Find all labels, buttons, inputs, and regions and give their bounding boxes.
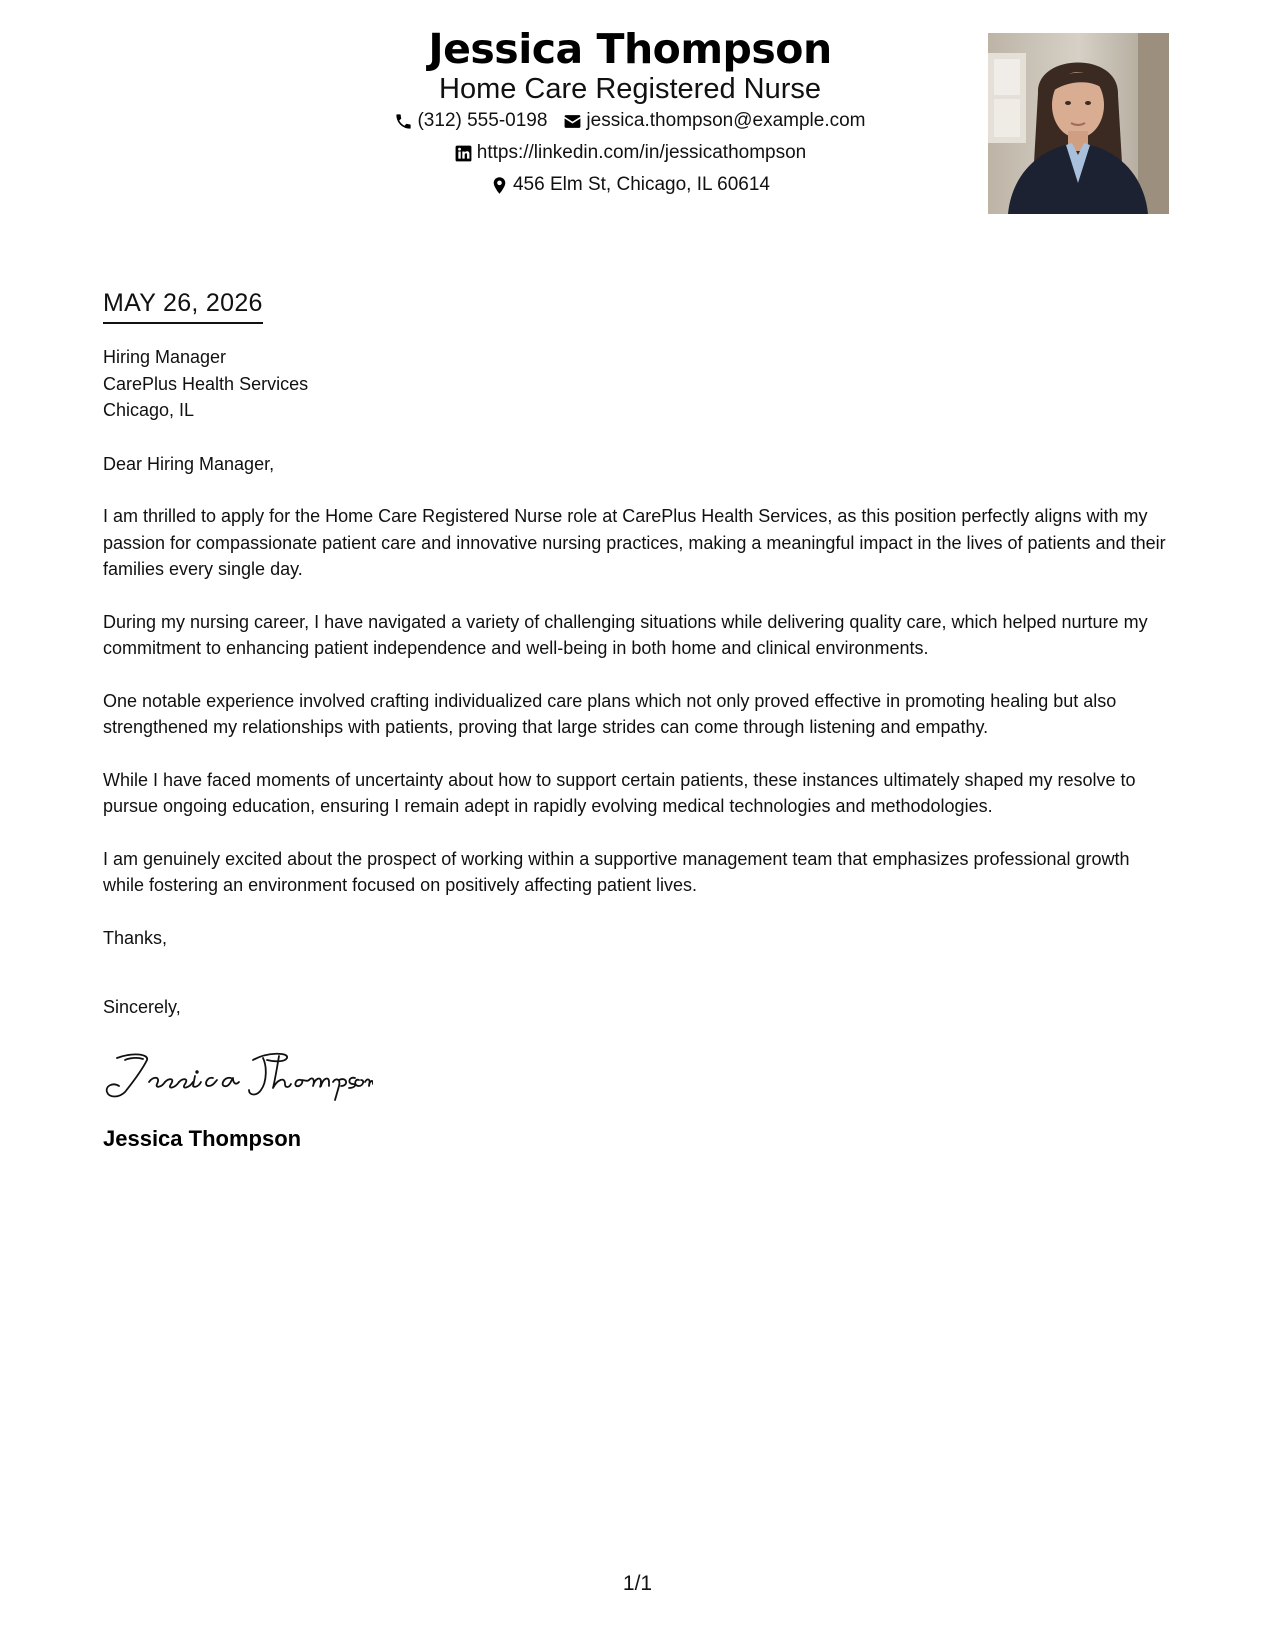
contact-row-linkedin bbox=[340, 137, 920, 169]
phone-icon bbox=[394, 112, 413, 131]
paragraph: One notable experience involved crafting individualized care plans which not only proved effective in promoting healing but also strengthened my relationships with patients, proving that large strides can come through listening and empathy. bbox=[103, 690, 1117, 737]
linkedin-link[interactable]: https://linkedin.com/in/jessicathompson bbox=[476, 142, 807, 163]
phone-number[interactable]: (312) 555-0198 bbox=[417, 110, 548, 131]
handwritten-signature bbox=[103, 1048, 373, 1104]
email-link[interactable]: jessica.thompson@example.com bbox=[586, 110, 866, 131]
profile-photo bbox=[988, 33, 1169, 214]
linkedin-contact bbox=[454, 137, 807, 169]
applicant-title: Home Care Registered Nurse bbox=[439, 73, 821, 105]
letter-body bbox=[103, 285, 1173, 1154]
paragraph: I am genuinely excited about the prospect of working within a supportive management team that emphasizes professional growth while fostering an environment focused on positively affecting patient lives. bbox=[103, 848, 1130, 895]
paragraph: During my nursing career, I have navigated a variety of challenging situations while delivering quality care, which helped nurture my commitment to enhancing patient independence and well-being in both home and clinical environments. bbox=[103, 611, 1148, 658]
envelope-icon bbox=[563, 112, 582, 131]
letter-header bbox=[0, 0, 1275, 230]
header-info bbox=[340, 22, 920, 201]
contact-row-address bbox=[340, 169, 920, 201]
recipient-location: Chicago, IL bbox=[103, 400, 195, 420]
linkedin-icon bbox=[454, 144, 473, 163]
address-text: 456 Elm St, Chicago, IL 60614 bbox=[512, 174, 770, 195]
closing-sincerely: Sincerely, bbox=[103, 997, 181, 1017]
paragraph: While I have faced moments of uncertainty about how to support certain patients, these instances ultimately shaped my resolve to pursue ongoing education, ensuring I remain adept in rapidly evolving medical technologies and methodologies. bbox=[103, 769, 1136, 816]
salutation: Dear Hiring Manager, bbox=[103, 453, 275, 474]
email-contact bbox=[563, 105, 865, 137]
contact-row-phone-email bbox=[340, 105, 920, 137]
phone-contact bbox=[394, 105, 547, 137]
map-pin-icon bbox=[490, 176, 509, 195]
letter-date: MAY 26, 2026 bbox=[103, 285, 263, 324]
page-number: 1/1 bbox=[622, 1572, 653, 1595]
address-contact bbox=[490, 169, 770, 201]
recipient-title: Hiring Manager bbox=[103, 347, 227, 367]
closing-thanks: Thanks, bbox=[103, 927, 168, 948]
signer-name: Jessica Thompson bbox=[103, 1125, 302, 1151]
recipient-block bbox=[103, 344, 1173, 424]
applicant-name: Jessica Thompson bbox=[428, 25, 832, 73]
recipient-company: CarePlus Health Services bbox=[103, 373, 309, 394]
paragraph: I am thrilled to apply for the Home Care Registered Nurse role at CarePlus Health Services, as this position perfectly aligns with my passion for compassionate patient care and innovative nursing practices, making a meaningful impact in the lives of patients and their families every single day. bbox=[103, 506, 1166, 579]
